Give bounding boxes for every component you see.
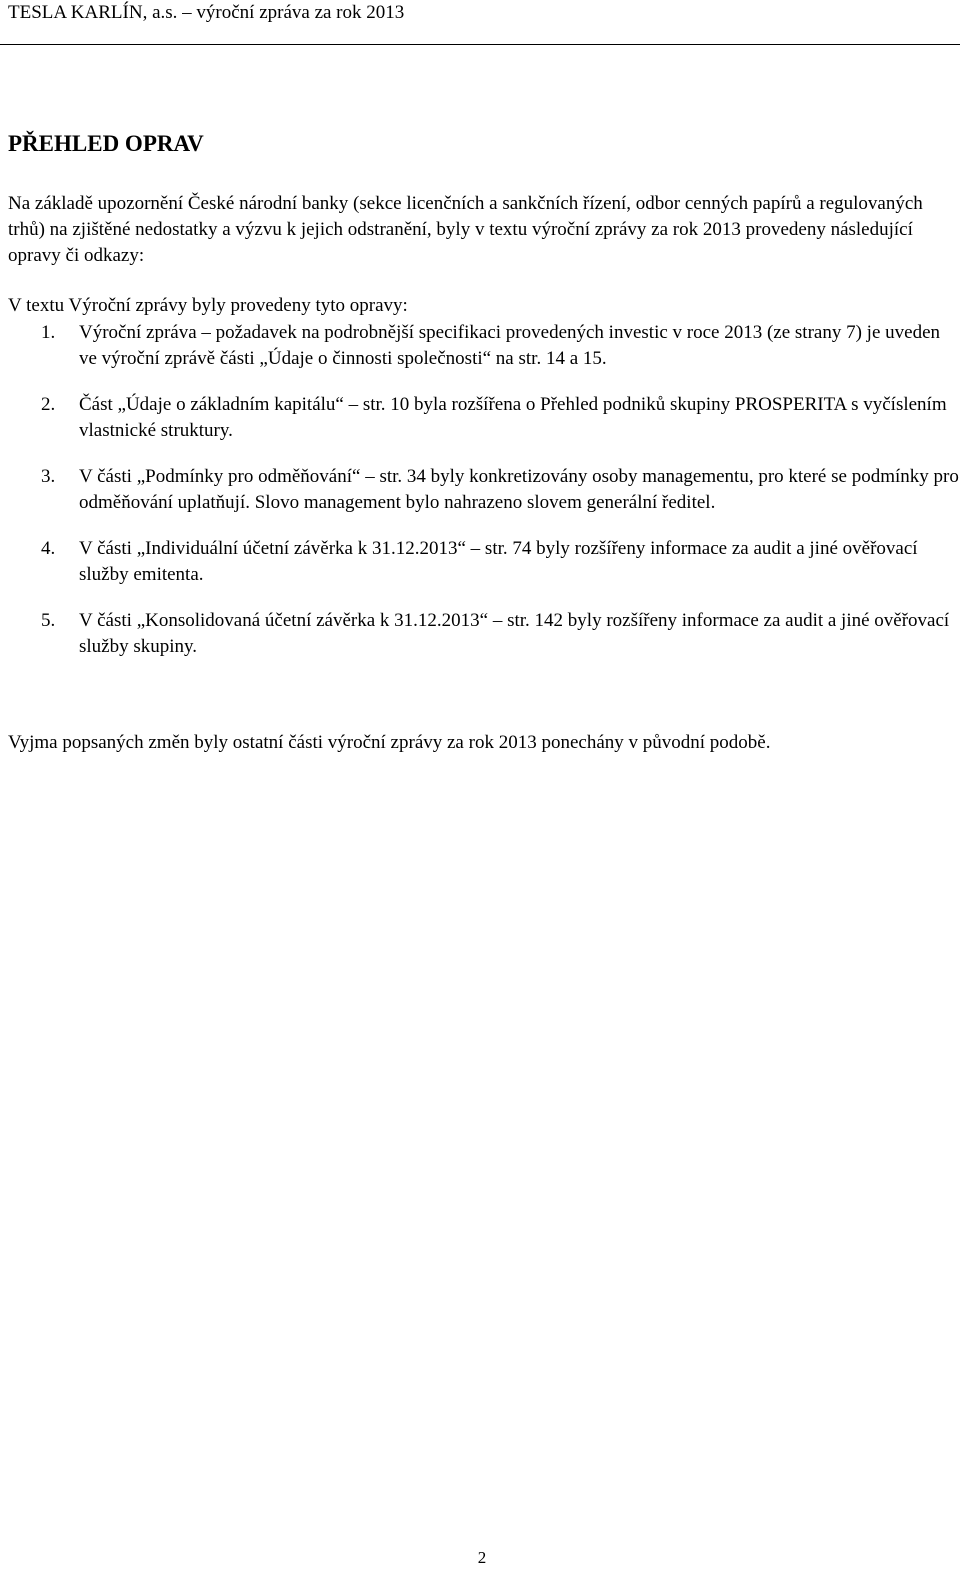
list-item-text: Část „Údaje o základním kapitálu“ – str. 10 byla rozšířena o Přehled podniků skupiny PROSPERITA s vyčíslením vlastnické struktury. (79, 394, 947, 441)
list-item-number: 1. (41, 322, 56, 343)
list-item (8, 392, 960, 444)
page-number: 2 (477, 1548, 487, 1567)
list-item-number: 5. (41, 610, 56, 631)
list-item-text: Výroční zpráva – požadavek na podrobnější specifikaci provedených investic v roce 2013 (ze strany 7) je uveden ve výroční zprávě části „Údaje o činnosti společnosti“ na str. 14 a 15. (79, 322, 941, 369)
list-item-text: V části „Individuální účetní závěrka k 31.12.2013“ – str. 74 byly rozšířeny informace za audit a jiné ověřovací služby emitenta. (79, 538, 918, 585)
intro-paragraph: Na základě upozornění České národní banky (sekce licenčních a sankčních řízení, odbor cenných papírů a regulovaných trhů) na zjištěné nedostatky a výzvu k jejich odstranění, byly v textu výroční zprávy za rok 2013 provedeny následující opravy či odkazy: (8, 193, 923, 266)
list-item-number: 2. (41, 394, 56, 415)
header-divider (0, 44, 960, 45)
list-item (8, 320, 960, 372)
running-header: TESLA KARLÍN, a.s. – výroční zpráva za rok 2013 (8, 2, 405, 23)
corrections-list (8, 320, 960, 680)
corrections-subheading: V textu Výroční zprávy byly provedeny tyto opravy: (8, 295, 408, 316)
list-item-number: 3. (41, 466, 56, 487)
list-item (8, 608, 960, 660)
list-item (8, 536, 960, 588)
list-item (8, 464, 960, 516)
list-item-text: V části „Konsolidovaná účetní závěrka k 31.12.2013“ – str. 142 byly rozšířeny informace za audit a jiné ověřovací služby skupiny. (79, 610, 950, 657)
closing-paragraph: Vyjma popsaných změn byly ostatní části výroční zprávy za rok 2013 ponechány v původní podobě. (8, 732, 771, 753)
page-title: PŘEHLED OPRAV (8, 131, 204, 156)
list-item-text: V části „Podmínky pro odměňování“ – str. 34 byly konkretizovány osoby managementu, pro které se podmínky pro odměňování uplatňují. Slovo management bylo nahrazeno slovem generální ředitel. (79, 466, 959, 513)
list-item-number: 4. (41, 538, 56, 559)
